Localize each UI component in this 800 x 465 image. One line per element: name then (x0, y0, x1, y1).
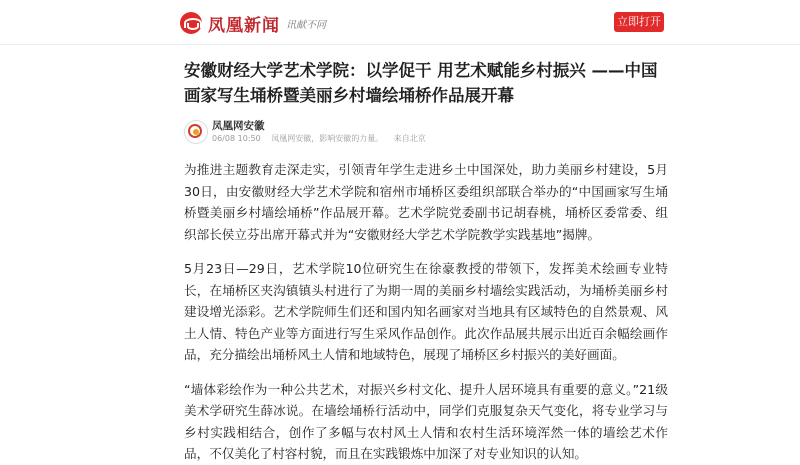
author-tagline: 凤凰网安徽，影响安徽的力量。 (271, 134, 384, 143)
article-paragraph: “墙体彩绘作为一种公共艺术，对振兴乡村文化、提升人居环境具有重要的意义。”21级美术学研究生薛冰说。在墙绘埇桥行活动中，同学们克服复杂天气变化，将专业学习与乡村实践相结合，创作了多幅与农村风土人情和农村生活环境浑然一体的墙绘艺术作品，不仅美化了村容村貌，而且在实践锻炼中加深了对专业知识的认知。 (184, 381, 668, 461)
avatar-dot-icon (193, 129, 199, 135)
article-paragraph: 为推进主题教育走深走实，引领青年学生走进乡土中国深处，助力美丽乡村建设，5月30日，由安徽财经大学艺术学院和宿州市埇桥区委组织部联合举办的“中国画家写生埇桥暨美丽乡村墙绘埇桥”作品展开幕。艺术学院党委副书记胡春桃，埇桥区委常委、组织部长侯立芬出席开幕式并为“安徽财经大学艺术学院教学实践基地”揭牌。 (184, 162, 668, 242)
open-app-button[interactable]: 立即打开 (614, 12, 664, 32)
brand-name: 凤凰新闻 (208, 15, 280, 36)
author-name[interactable]: 凤凰网安徽 (212, 120, 265, 132)
phoenix-logo-icon (180, 12, 202, 34)
article-title: 安徽财经大学艺术学院：以学促干 用艺术赋能乡村振兴 ——中国画家写生埇桥暨美丽乡村墙绘埇桥作品展开幕 (184, 61, 658, 105)
article-source: 来自北京 (393, 134, 426, 143)
author-row (184, 118, 668, 148)
author-meta (212, 133, 434, 144)
publish-date: 06/08 10:50 (212, 134, 261, 143)
brand-slogan: 讯献不同 (286, 19, 326, 31)
article-content (184, 58, 668, 465)
brand-logo[interactable] (180, 10, 326, 36)
article-paragraph: 5月23日—29日，艺术学院10位研究生在徐豪教授的带领下，发挥美术绘画专业特长，在埇桥区夹沟镇镇头村进行了为期一周的美丽乡村墙绘实践活动，为埇桥美丽乡村建设增光添彩。艺术学院师生们还和国内知名画家对当地具有区域特色的自然景观、风土人情、特色产业等方面进行写生采风作品创作。此次作品展共展示出近百余幅绘画作品，充分描绘出埇桥风土人情和地域特色，展现了埇桥区乡村振兴的美好画面。 (184, 261, 668, 362)
top-bar (0, 0, 800, 45)
author-avatar[interactable] (184, 120, 208, 144)
